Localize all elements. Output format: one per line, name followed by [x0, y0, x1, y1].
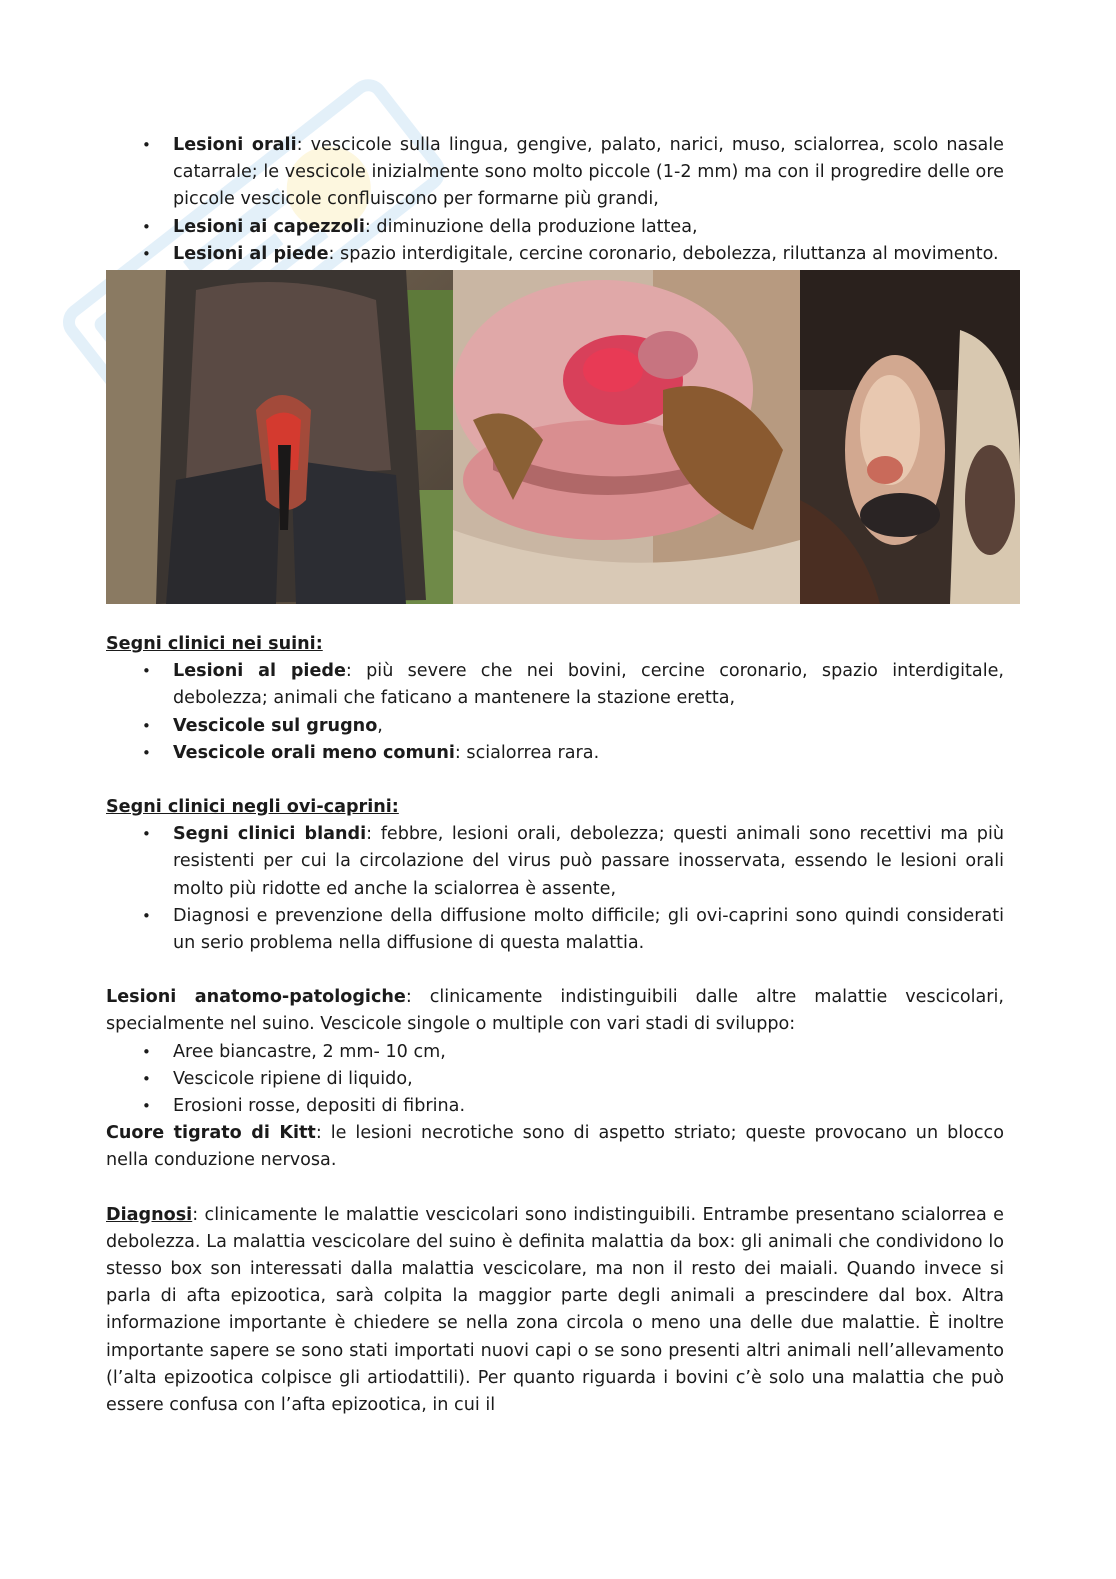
intro-lesion-list: [106, 132, 1004, 268]
lesioni-list: [106, 1039, 1004, 1121]
item-label: Lesioni orali: [173, 135, 297, 155]
lesioni-text: : clinicamente indistinguibili dalle altre malattie vescicolari, specialmente nel suino. Vescicole singole o multiple con vari stadi di sviluppo:: [106, 987, 1005, 1035]
item-text: : scialorrea rara.: [454, 742, 600, 763]
item-text: : vescicole sulla lingua, gengive, palato, narici, muso, scialorrea, scolo nasale catarrale; le vescicole inizialmente sono molto piccole (1-2 mm) ma con il progredire delle ore piccole vescicole confluiscono per formarne più grandi,: [173, 135, 1004, 210]
document-page: [106, 132, 1004, 1419]
diagnosi-text: : clinicamente le malattie vescicolari sono indistinguibili. Entrambe presentano scialorrea e debolezza. La malattia vescicolare del suino è definita malattia da box: gli animali che condividono lo stesso box son interessati dalla malattia vescicolare, ma non il resto dei maiali. Quando invece si parla di afta epizootica, sarà colpita la maggior parte degli animali a prescindere dal box. Altra informazione importante è chiedere se nella zona circola o meno una delle due malattie. È inoltre importante sapere se sono stati importati nuovi capi o se sono presenti altri animali nell’allevamento (l’alta epizootica colpisce gli artiodattili). Per quanto riguarda i bovini c’è solo una malattia che può essere confusa con l’afta epizootica, in cui il: [106, 1204, 1004, 1416]
lesion-photo-strip: [106, 270, 1020, 604]
list-item: [173, 241, 1004, 268]
list-item: [173, 740, 1004, 767]
cuore-paragraph: [106, 1120, 1004, 1174]
list-item: [173, 821, 1004, 903]
item-label: Vescicole orali meno comuni: [173, 742, 455, 763]
item-label: Vescicole sul grugno: [173, 715, 378, 736]
teat-lesion-photo: [800, 270, 1020, 604]
list-item: [173, 903, 1004, 957]
item-label: Lesioni al piede: [173, 243, 329, 264]
list-item: • Aree biancastre, 2 mm- 10 cm,: [173, 1039, 1004, 1066]
hoof-lesion-photo: [106, 270, 453, 604]
item-text: : diminuzione della produzione lattea,: [364, 216, 698, 237]
list-item: • Erosioni rosse, depositi di fibrina.: [173, 1093, 1004, 1120]
list-item: [173, 713, 1004, 740]
list-item: [173, 658, 1004, 712]
lesioni-label: Lesioni anatomo-patologiche: [106, 987, 406, 1008]
ovicaprini-heading: Segni clinici negli ovi-caprini:: [106, 797, 399, 818]
diagnosi-label: Diagnosi: [106, 1204, 193, 1225]
diagnosi-paragraph: [106, 1202, 1004, 1420]
item-label: Lesioni al piede: [173, 661, 346, 682]
list-item: • Vescicole ripiene di liquido,: [173, 1066, 1004, 1093]
lesioni-paragraph: [106, 984, 1004, 1038]
suini-heading: Segni clinici nei suini:: [106, 634, 323, 655]
item-text: Diagnosi e prevenzione della diffusione molto difficile; gli ovi-caprini sono quindi considerati un serio problema nella diffusione di questa malattia.: [173, 905, 1004, 954]
item-label: Segni clinici blandi: [173, 824, 367, 845]
item-text: : spazio interdigitale, cercine coronario, debolezza, riluttanza al movimento.: [328, 243, 999, 264]
cuore-label: Cuore tigrato di Kitt: [106, 1123, 316, 1144]
list-item: [173, 132, 1004, 214]
item-label: Lesioni ai capezzoli: [173, 216, 365, 237]
item-text: : più severe che nei bovini, cercine coronario, spazio interdigitale, debolezza; animali che faticano a mantenere la stazione eretta,: [173, 661, 1004, 709]
muzzle-lesion-photo: [453, 270, 800, 604]
cuore-text: : le lesioni necrotiche sono di aspetto striato; queste provocano un blocco nella conduzione nervosa.: [106, 1123, 1004, 1171]
item-text: : febbre, lesioni orali, debolezza; questi animali sono recettivi ma più resistenti per cui la circolazione del virus può passare inosservata, essendo le lesioni orali molto più ridotte ed anche la scialorrea è assente,: [173, 824, 1004, 899]
item-text: ,: [377, 715, 383, 736]
suini-list: [106, 658, 1004, 767]
ovicaprini-list: [106, 821, 1004, 957]
list-item: [173, 214, 1004, 241]
